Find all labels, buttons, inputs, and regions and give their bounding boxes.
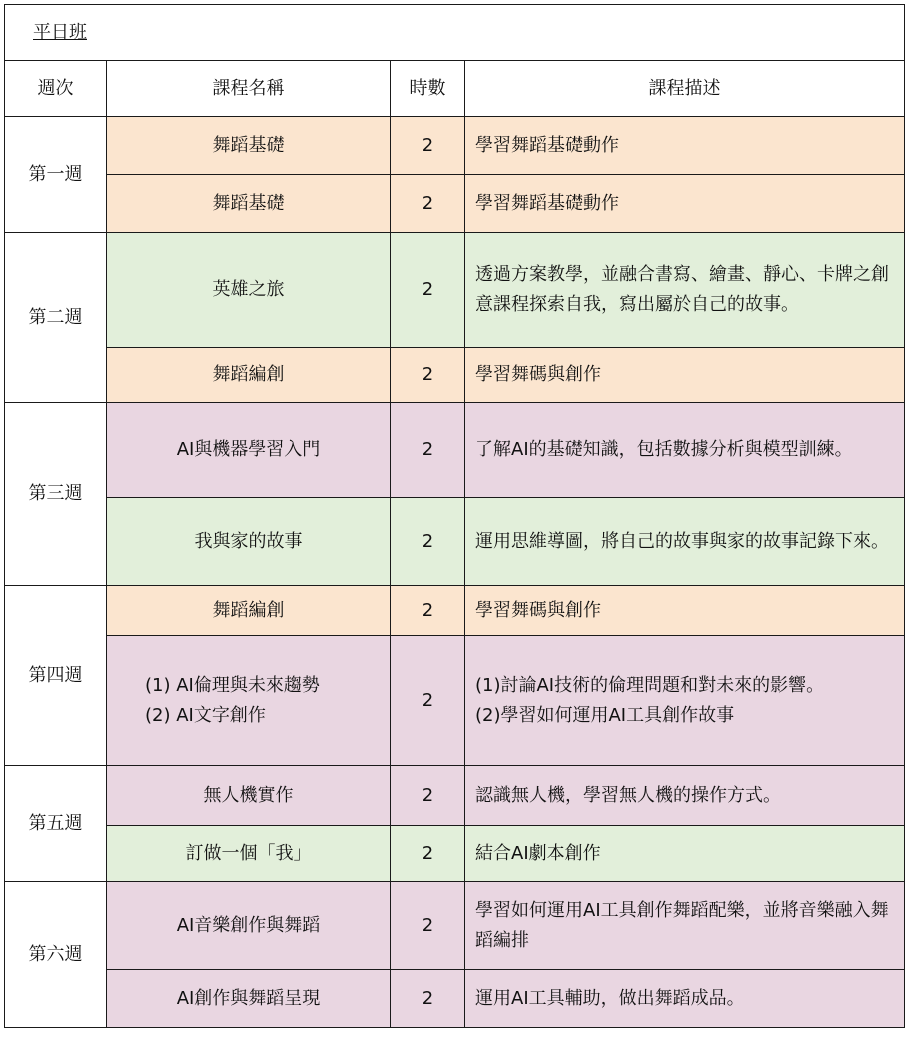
week-label: 第六週 <box>5 882 107 1028</box>
course-name: 舞蹈編創 <box>107 586 391 636</box>
week-label: 第一週 <box>5 117 107 233</box>
course-hours: 2 <box>391 117 465 175</box>
course-hours: 2 <box>391 403 465 498</box>
table-row <box>5 348 905 403</box>
course-hours: 2 <box>391 498 465 586</box>
table-row <box>5 586 905 636</box>
week-label: 第五週 <box>5 766 107 882</box>
course-hours: 2 <box>391 586 465 636</box>
course-name-multiline <box>107 636 391 766</box>
course-hours: 2 <box>391 636 465 766</box>
course-description: 結合AI劇本創作 <box>465 826 905 882</box>
course-hours: 2 <box>391 175 465 233</box>
course-description: 學習舞蹈基礎動作 <box>465 175 905 233</box>
table-row <box>5 766 905 826</box>
table-row <box>5 233 905 348</box>
course-description-multiline <box>465 636 905 766</box>
course-name: AI音樂創作與舞蹈 <box>107 882 391 970</box>
course-name: 我與家的故事 <box>107 498 391 586</box>
header-row <box>5 61 905 117</box>
course-name: AI與機器學習入門 <box>107 403 391 498</box>
course-schedule-table <box>4 4 905 1028</box>
course-hours: 2 <box>391 970 465 1028</box>
course-description: 學習舞蹈基礎動作 <box>465 117 905 175</box>
table-row <box>5 403 905 498</box>
course-name: 舞蹈基礎 <box>107 117 391 175</box>
table-row <box>5 636 905 766</box>
header-description: 課程描述 <box>465 61 905 117</box>
course-name: 訂做一個「我」 <box>107 826 391 882</box>
caption-row <box>5 5 905 61</box>
course-hours: 2 <box>391 233 465 348</box>
header-course: 課程名稱 <box>107 61 391 117</box>
course-description: 學習舞碼與創作 <box>465 586 905 636</box>
header-week: 週次 <box>5 61 107 117</box>
header-hours: 時數 <box>391 61 465 117</box>
table-row <box>5 826 905 882</box>
week-label: 第三週 <box>5 403 107 586</box>
course-name: AI創作與舞蹈呈現 <box>107 970 391 1028</box>
course-description: 了解AI的基礎知識，包括數據分析與模型訓練。 <box>465 403 905 498</box>
table-row <box>5 970 905 1028</box>
course-line: (1) AI倫理與未來趨勢 <box>145 674 320 696</box>
course-line: (2) AI文字創作 <box>145 704 266 726</box>
description-line: (2)學習如何運用AI工具創作故事 <box>475 704 735 726</box>
course-description: 運用AI工具輔助，做出舞蹈成品。 <box>465 970 905 1028</box>
course-hours: 2 <box>391 766 465 826</box>
week-label: 第二週 <box>5 233 107 403</box>
course-description: 運用思維導圖，將自己的故事與家的故事記錄下來。 <box>465 498 905 586</box>
table-row <box>5 117 905 175</box>
course-name: 舞蹈編創 <box>107 348 391 403</box>
course-description: 透過方案教學，並融合書寫、繪畫、靜心、卡牌之創意課程探索自我，寫出屬於自己的故事。 <box>465 233 905 348</box>
table-row <box>5 175 905 233</box>
schedule-wrapper <box>4 4 905 1028</box>
course-name: 舞蹈基礎 <box>107 175 391 233</box>
course-description: 認識無人機，學習無人機的操作方式。 <box>465 766 905 826</box>
caption-text: 平日班 <box>33 21 87 43</box>
table-row <box>5 882 905 970</box>
table-caption <box>5 5 905 61</box>
course-hours: 2 <box>391 826 465 882</box>
course-hours: 2 <box>391 348 465 403</box>
table-row <box>5 498 905 586</box>
week-label: 第四週 <box>5 586 107 766</box>
description-line: (1)討論AI技術的倫理問題和對未來的影響。 <box>475 674 825 696</box>
course-name: 英雄之旅 <box>107 233 391 348</box>
course-description: 學習舞碼與創作 <box>465 348 905 403</box>
course-hours: 2 <box>391 882 465 970</box>
course-description: 學習如何運用AI工具創作舞蹈配樂，並將音樂融入舞蹈編排 <box>465 882 905 970</box>
course-name: 無人機實作 <box>107 766 391 826</box>
